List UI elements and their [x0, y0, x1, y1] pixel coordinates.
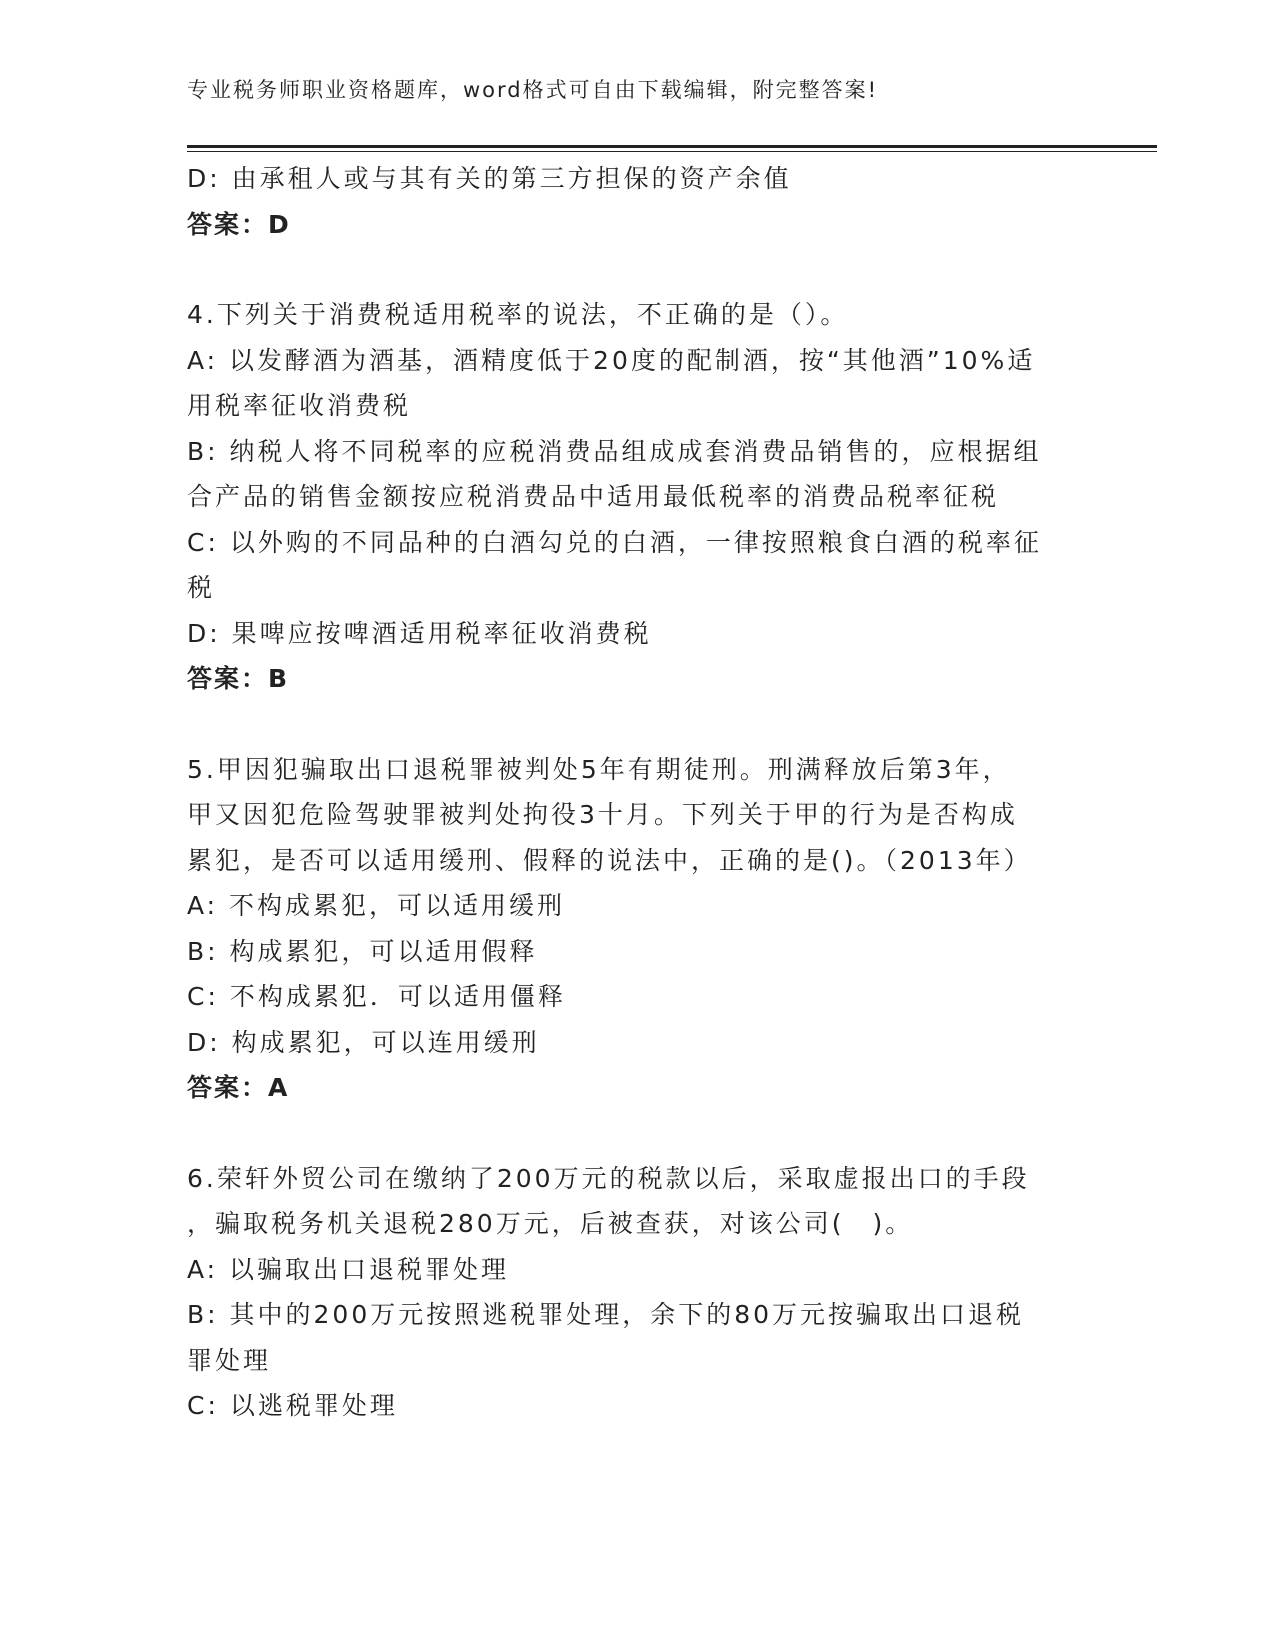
text-line: 税 [187, 573, 216, 602]
answer-line: 答案：B [187, 664, 290, 693]
header-rule-thick [187, 145, 1157, 148]
text-line: 用税率征收消费税 [187, 391, 412, 420]
text-line: C: 以外购的不同品种的白酒勾兑的白酒，一律按照粮食白酒的税率征 [187, 527, 1042, 557]
text-line: 5.甲因犯骗取出口退税罪被判处5年有期徒刑。刑满释放后第3年， [187, 754, 1011, 784]
text-line: 合产品的销售金额按应税消费品中适用最低税率的消费品税率征税 [187, 482, 1000, 511]
text-line: 4.下列关于消费税适用税率的说法，不正确的是（）。 [187, 300, 849, 329]
text-line: B: 构成累犯，可以适用假释 [187, 936, 538, 966]
text-line: D: 由承租人或与其有关的第三方担保的资产余值 [187, 164, 792, 193]
text-line: B: 纳税人将不同税率的应税消费品组成成套消费品销售的，应根据组 [187, 436, 1042, 466]
text-line: 累犯，是否可以适用缓刑、假释的说法中，正确的是()。（2013年） [187, 845, 1032, 875]
text-line: 甲又因犯危险驾驶罪被判处拘役3十月。下列关于甲的行为是否构成 [187, 800, 1018, 829]
text-line: A: 以发酵酒为酒基，酒精度低于20度的配制酒，按“其他酒”10%适 [187, 345, 1036, 375]
answer-line: 答案：D [187, 209, 291, 239]
paragraph-gap [187, 1111, 1087, 1156]
text-line: A: 不构成累犯，可以适用缓刑 [187, 891, 566, 920]
text-line: A: 以骗取出口退税罪处理 [187, 1254, 510, 1284]
text-line: ，骗取税务机关退税280万元，后被查获，对该公司( )。 [187, 1209, 914, 1238]
text-line: C: 不构成累犯．可以适用僵释 [187, 982, 566, 1011]
paragraph-gap [187, 702, 1087, 747]
text-line: D: 构成累犯，可以连用缓刑 [187, 1027, 540, 1057]
text-line: D: 果啤应按啤酒适用税率征收消费税 [187, 618, 652, 648]
header-rule-thin [187, 151, 1157, 152]
text-line: 6.荣轩外贸公司在缴纳了200万元的税款以后，采取虚报出口的手段 [187, 1163, 1030, 1193]
answer-line: 答案：A [187, 1073, 290, 1102]
page-header: 专业税务师职业资格题库，word格式可自由下载编辑，附完整答案! [187, 78, 879, 102]
text-line: C: 以逃税罪处理 [187, 1391, 398, 1420]
text-line: 罪处理 [187, 1345, 272, 1375]
text-line: B: 其中的200万元按照逃税罪处理，余下的80万元按骗取出口退税 [187, 1300, 1025, 1329]
question-content [187, 156, 1087, 1429]
paragraph-gap [187, 247, 1087, 292]
